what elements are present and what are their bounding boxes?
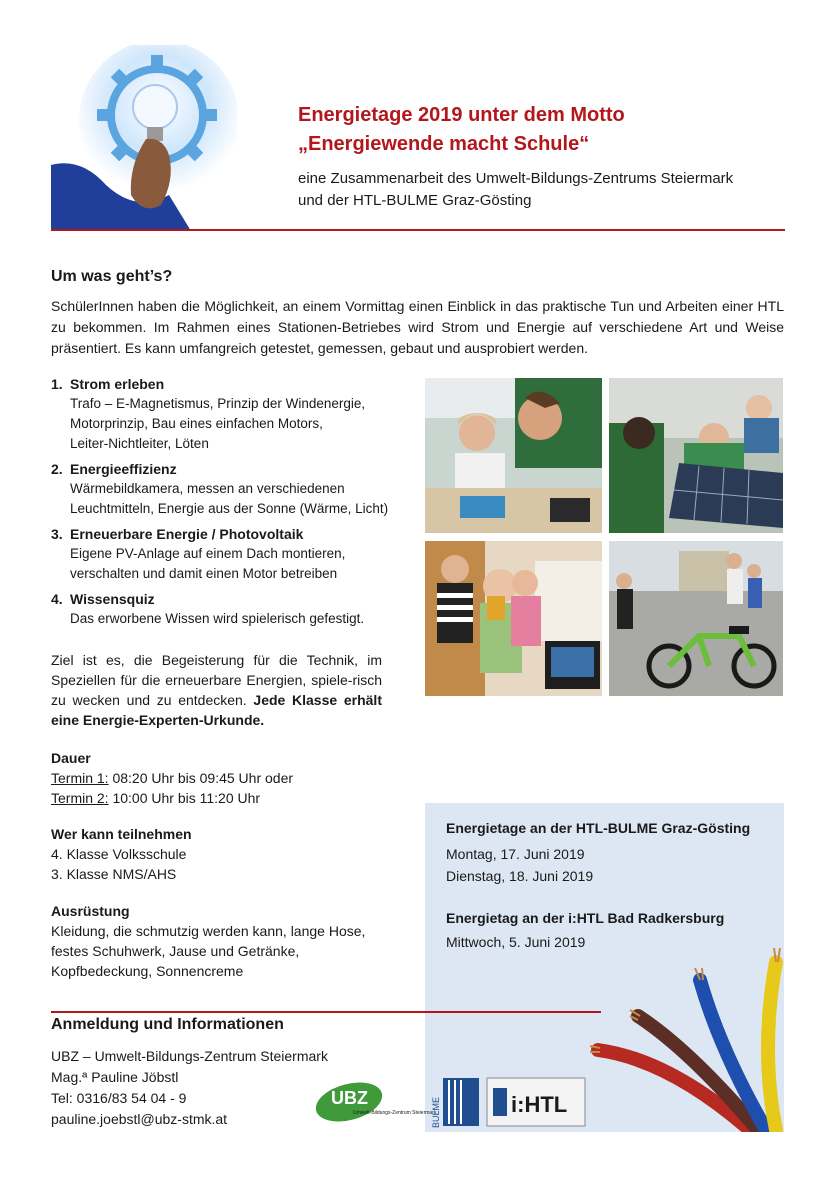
participants-section bbox=[51, 824, 391, 884]
event2-title: Energietag an der i:HTL Bad Radkersburg bbox=[446, 910, 725, 926]
contact-phone: Tel: 0316/83 54 04 - 9 bbox=[51, 1090, 187, 1106]
duration-heading: Dauer bbox=[51, 750, 91, 766]
bulme-logo bbox=[431, 1078, 479, 1128]
list-item-number: 4. bbox=[51, 591, 63, 607]
event1-title: Energietage an der HTL-BULME Graz-Gösting bbox=[446, 820, 751, 836]
list-item-line: Das erworbene Wissen wird spielerisch gefestigt. bbox=[70, 611, 365, 626]
svg-text:BULME: BULME bbox=[431, 1096, 441, 1128]
hero-lightbulb-image bbox=[51, 45, 237, 231]
photo-electric-bike bbox=[609, 541, 783, 696]
svg-text:i:HTL: i:HTL bbox=[511, 1092, 568, 1117]
contact-org: UBZ – Umwelt-Bildungs-Zentrum Steiermark bbox=[51, 1048, 328, 1064]
list-item bbox=[51, 589, 396, 629]
contact-heading: Anmeldung und Informationen bbox=[51, 1016, 284, 1033]
list-item bbox=[51, 524, 396, 584]
svg-text:Umwelt-Bildungs-Zentrum Steier: Umwelt-Bildungs-Zentrum Steiermark bbox=[353, 1110, 437, 1116]
ubz-logo bbox=[311, 1076, 436, 1128]
list-item-title: Erneuerbare Energie / Photovoltaik bbox=[70, 526, 304, 542]
duration-section bbox=[51, 748, 391, 808]
event2-date: Mittwoch, 5. Juni 2019 bbox=[446, 934, 586, 950]
goal-text: Ziel ist es, die Begeisterung für die Technik, im Speziellen für die erneuerbare Energien, spiele-risch zu wecken und zu entdecken. bbox=[51, 652, 382, 708]
page-title-line1: Energietage 2019 unter dem Motto bbox=[298, 104, 625, 126]
list-item-line: Leuchtmitteln, Energie aus der Sonne (Wärme, Licht) bbox=[70, 501, 389, 516]
list-item-line: Wärmebildkamera, messen an verschiedenen bbox=[70, 481, 345, 496]
slot2-label: Termin 2: bbox=[51, 790, 109, 806]
equipment-line: Kleidung, die schmutzig werden kann, lange Hose, bbox=[51, 923, 366, 939]
list-item-line: Eigene PV-Anlage auf einem Dach montieren, bbox=[70, 546, 346, 561]
event1-date: Dienstag, 18. Juni 2019 bbox=[446, 868, 594, 884]
intro-heading: Um was geht’s? bbox=[51, 268, 173, 285]
list-item-line: Trafo – E-Magnetismus, Prinzip der Windenergie, bbox=[70, 396, 366, 411]
svg-text:UBZ: UBZ bbox=[331, 1088, 368, 1108]
slot2-value: 10:00 Uhr bis 11:20 Uhr bbox=[112, 790, 261, 806]
header-divider bbox=[51, 229, 785, 231]
photo-thermal-camera-kids bbox=[425, 541, 602, 696]
contact-divider bbox=[51, 1011, 601, 1013]
list-item-line: Leiter-Nichtleiter, Löten bbox=[70, 436, 209, 451]
goal-paragraph bbox=[51, 650, 382, 730]
list-item-title: Strom erleben bbox=[70, 376, 165, 392]
equipment-line: Kopfbedeckung, Sonnencreme bbox=[51, 963, 244, 979]
list-item-line: verschalten und damit einen Motor betreiben bbox=[70, 566, 338, 581]
subtitle-line2: und der HTL-BULME Graz-Gösting bbox=[298, 192, 532, 209]
list-item bbox=[51, 459, 396, 519]
list-item-line: Motorprinzip, Bau eines einfachen Motors, bbox=[70, 416, 323, 431]
event1-date: Montag, 17. Juni 2019 bbox=[446, 846, 585, 862]
photo-solar-panel-students bbox=[609, 378, 783, 533]
slot1-value: 08:20 Uhr bis 09:45 Uhr oder bbox=[112, 770, 294, 786]
participants-line: 3. Klasse NMS/AHS bbox=[51, 866, 177, 882]
contact-email[interactable]: pauline.joebstl@ubz-stmk.at bbox=[51, 1111, 228, 1127]
photo-soldering-students bbox=[425, 378, 602, 533]
lightbulb-gear-icon bbox=[51, 45, 237, 231]
goal-highlight: Jede Klasse erhält eine Energie-Experten-Urkunde. bbox=[51, 692, 382, 728]
station-list bbox=[51, 374, 396, 634]
participants-line: 4. Klasse Volksschule bbox=[51, 846, 187, 862]
list-item-title: Energieeffizienz bbox=[70, 461, 177, 477]
list-item-number: 3. bbox=[51, 526, 63, 542]
list-item-title: Wissensquiz bbox=[70, 591, 155, 607]
list-item-number: 2. bbox=[51, 461, 63, 477]
page-title-line2: „Energiewende macht Schule“ bbox=[298, 133, 590, 155]
subtitle-line1: eine Zusammenarbeit des Umwelt-Bildungs-Zentrums Steiermark bbox=[298, 170, 734, 187]
ihtl-logo bbox=[487, 1078, 585, 1126]
list-item-number: 1. bbox=[51, 376, 63, 392]
equipment-section bbox=[51, 901, 411, 981]
equipment-heading: Ausrüstung bbox=[51, 903, 130, 919]
contact-block bbox=[51, 1046, 328, 1130]
list-item bbox=[51, 374, 396, 454]
intro-text: SchülerInnen haben die Möglichkeit, an einem Vormittag einen Einblick in das praktische Tun und Arbeiten einer HTL zu bekommen. Im Rahmen eines Stationen-Betriebes wird Strom und Energie auf verschiedene Art und Weise präsentiert. Es kann umfangreich getestet, gemessen, gebaut und ausprobiert werden. bbox=[51, 298, 784, 356]
participants-heading: Wer kann teilnehmen bbox=[51, 826, 192, 842]
cables-illustration bbox=[590, 940, 784, 1132]
partner-logos bbox=[311, 1074, 587, 1130]
equipment-line: festes Schuhwerk, Jause und Getränke, bbox=[51, 943, 300, 959]
contact-name: Mag.ª Pauline Jöbstl bbox=[51, 1069, 179, 1085]
slot1-label: Termin 1: bbox=[51, 770, 109, 786]
